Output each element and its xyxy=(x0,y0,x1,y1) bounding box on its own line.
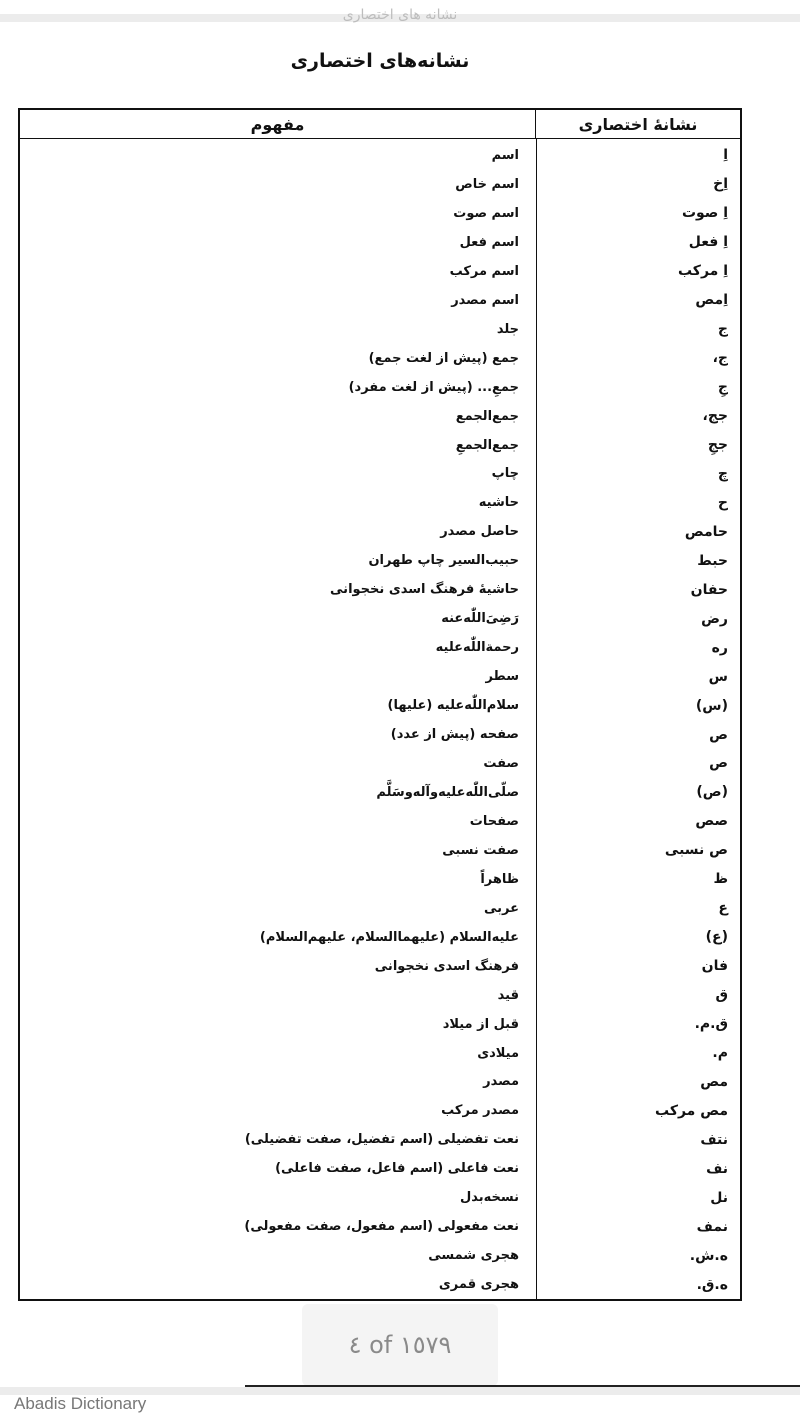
abbreviation-cell: اِمص xyxy=(695,292,728,309)
abbreviation-cell: ه.ق. xyxy=(696,1276,728,1293)
table-row xyxy=(20,488,740,517)
abbreviation-cell: اِ مرکب xyxy=(677,263,728,280)
table-row xyxy=(20,199,740,228)
abbreviation-cell: س xyxy=(708,668,728,685)
abbreviation-cell: صص xyxy=(695,813,728,830)
document-title: نشانه های اختصاری xyxy=(342,7,458,23)
table-row xyxy=(20,170,740,199)
abbreviation-cell: رض xyxy=(701,610,728,627)
table-row xyxy=(20,257,740,286)
meaning-cell: قید xyxy=(497,987,519,1003)
table-row xyxy=(20,315,740,344)
abbreviation-cell: ظ xyxy=(713,871,728,888)
table-row xyxy=(20,546,740,575)
meaning-cell: حاصل مصدر xyxy=(440,524,519,540)
table-row xyxy=(20,286,740,315)
table-row xyxy=(20,691,740,720)
table-row xyxy=(20,952,740,981)
abbreviation-cell: (ع) xyxy=(705,929,728,946)
table-row xyxy=(20,923,740,952)
table-row xyxy=(20,1241,740,1270)
meaning-cell: اسم فعل xyxy=(459,234,519,250)
abbreviation-cell: ج xyxy=(717,321,728,338)
meaning-cell: جلد xyxy=(496,321,519,337)
page-heading: نشانه‌های اختصاری xyxy=(290,50,470,72)
abbreviation-cell: نف xyxy=(706,1160,728,1177)
abbreviation-cell: جِ xyxy=(717,379,728,396)
meaning-cell: فرهنگ اسدی نخجوانی xyxy=(374,958,519,974)
abbreviation-cell: اِ صوت xyxy=(681,205,728,222)
meaning-cell: جمع‌الجمع xyxy=(455,408,519,424)
abbreviation-cell: ق.م. xyxy=(694,1016,728,1033)
meaning-cell: صفحه (پیش از عدد) xyxy=(390,727,519,743)
meaning-cell: علیه‌السلام (علیهماالسلام، علیهم‌السلام) xyxy=(259,929,519,945)
abbreviation-cell: ره xyxy=(711,639,728,656)
table-row xyxy=(20,662,740,691)
abbreviation-cell: نتف xyxy=(700,1131,728,1148)
abbreviation-cell: اِ فعل xyxy=(688,234,728,251)
abbreviation-cell: ح xyxy=(717,494,728,511)
table-row xyxy=(20,807,740,836)
table-row xyxy=(20,720,740,749)
meaning-cell: سلام‌اللّٰه‌علیه (علیها) xyxy=(387,698,519,714)
abbreviation-cell: اِخ xyxy=(713,176,728,193)
abbreviation-cell: م. xyxy=(712,1045,728,1062)
meaning-cell: رحمة‌اللّٰه‌علیه xyxy=(435,640,519,656)
table-row xyxy=(20,517,740,546)
abbreviation-cell: حبط xyxy=(697,552,728,569)
meaning-cell: نعت مفعولی (اسم مفعول، صفت مفعولی) xyxy=(244,1219,519,1235)
meaning-cell: نسخه‌بدل xyxy=(459,1190,519,1206)
abbreviation-cell: ع xyxy=(718,900,728,917)
abbreviation-cell: مص xyxy=(700,1073,728,1090)
meaning-cell: اسم xyxy=(491,147,519,163)
table-row xyxy=(20,604,740,633)
meaning-cell: جمع‌الجمعِ xyxy=(455,437,519,453)
table-header xyxy=(20,110,740,139)
table-row xyxy=(20,575,740,604)
abbreviation-cell: نمف xyxy=(696,1218,728,1235)
table-row xyxy=(20,633,740,662)
meaning-cell: حبیب‌السیر چاپ طهران xyxy=(368,553,519,569)
table-row xyxy=(20,1010,740,1039)
abbreviation-cell: ج، xyxy=(712,350,728,367)
meaning-cell: حاشیه xyxy=(478,495,519,511)
meaning-cell: قبل از میلاد xyxy=(442,1016,519,1032)
table-row xyxy=(20,373,740,402)
table-row xyxy=(20,981,740,1010)
abbreviation-cell: نل xyxy=(710,1189,728,1206)
abbreviation-cell: ق xyxy=(715,987,728,1004)
meaning-cell: چاپ xyxy=(491,466,519,482)
meaning-cell: صفحات xyxy=(469,813,519,829)
table-row xyxy=(20,778,740,807)
meaning-cell: اسم مرکب xyxy=(449,263,519,279)
meaning-cell: هجری شمسی xyxy=(428,1248,519,1264)
meaning-cell: اسم مصدر xyxy=(451,292,519,308)
abbreviation-cell: ججِ xyxy=(707,437,728,453)
column-header-meaning: مفهوم xyxy=(250,115,305,134)
table-row xyxy=(20,1270,740,1299)
table-row xyxy=(20,1068,740,1097)
column-divider xyxy=(536,139,537,1299)
meaning-cell: حاشیهٔ فرهنگ اسدی نخجوانی xyxy=(330,582,519,598)
table-row xyxy=(20,1183,740,1212)
table-row xyxy=(20,1096,740,1125)
abbreviation-cell: حامص xyxy=(684,523,728,540)
table-row xyxy=(20,1039,740,1068)
column-header-abbreviation: نشانهٔ اختصاری xyxy=(535,110,740,138)
meaning-cell: میلادی xyxy=(477,1045,519,1061)
abbreviation-cell: حفان xyxy=(690,581,728,598)
meaning-cell: صلّی‌اللّٰه‌علیه‌وآله‌وسَلَّم xyxy=(376,784,519,800)
meaning-cell: جمعِ... (پیش از لغت مفرد) xyxy=(348,379,519,395)
table-row xyxy=(20,431,740,460)
meaning-cell: عربی xyxy=(483,900,519,916)
abbreviation-cell: (س) xyxy=(695,697,728,714)
table-row xyxy=(20,344,740,373)
abbreviation-cell: مص مرکب xyxy=(655,1102,728,1119)
abbreviation-cell: چ xyxy=(717,465,728,482)
abbreviation-cell: جج، xyxy=(702,408,728,425)
table-row xyxy=(20,836,740,865)
abbreviation-cell: (ص) xyxy=(696,784,728,801)
table-row xyxy=(20,1125,740,1154)
meaning-cell: مصدر xyxy=(483,1074,519,1090)
page-indicator[interactable] xyxy=(302,1304,498,1386)
meaning-cell: سطر xyxy=(485,669,519,685)
table-row xyxy=(20,749,740,778)
abbreviation-cell: فان xyxy=(701,958,728,975)
table-row xyxy=(20,894,740,923)
table-row xyxy=(20,141,740,170)
meaning-cell: اسم صوت xyxy=(453,205,519,221)
table-body xyxy=(20,139,740,1299)
table-row xyxy=(20,402,740,431)
table-row xyxy=(20,459,740,488)
table-row xyxy=(20,865,740,894)
footer-brand: Abadis Dictionary xyxy=(14,1394,147,1413)
abbreviation-cell: اِ xyxy=(723,147,728,164)
meaning-cell: صفت نسبی xyxy=(442,842,519,858)
meaning-cell: مصدر مرکب xyxy=(441,1103,519,1119)
meaning-cell: صفت xyxy=(483,755,519,771)
meaning-cell: نعت تفضیلی (اسم تفضیل، صفت تفضیلی) xyxy=(244,1132,519,1148)
abbreviation-cell: ه.ش. xyxy=(689,1247,728,1264)
abbreviation-cell: ص xyxy=(709,726,728,743)
meaning-cell: رَضِیَ‌اللّٰه‌عنه xyxy=(441,611,519,627)
abbreviations-table xyxy=(18,108,742,1301)
meaning-cell: ظاهراً xyxy=(480,871,519,887)
abbreviation-cell: ص xyxy=(709,755,728,772)
meaning-cell: اسم خاص xyxy=(455,176,519,192)
page-indicator-label: ٤ of ١٥٧٩ xyxy=(348,1331,452,1359)
table-row xyxy=(20,228,740,257)
table-row xyxy=(20,1212,740,1241)
table-row xyxy=(20,1154,740,1183)
abbreviation-cell: ص نسبی xyxy=(664,842,728,859)
meaning-cell: نعت فاعلی (اسم فاعل، صفت فاعلی) xyxy=(275,1161,519,1177)
meaning-cell: هجری قمری xyxy=(438,1277,519,1293)
meaning-cell: جمع (پیش از لغت جمع) xyxy=(368,350,519,366)
